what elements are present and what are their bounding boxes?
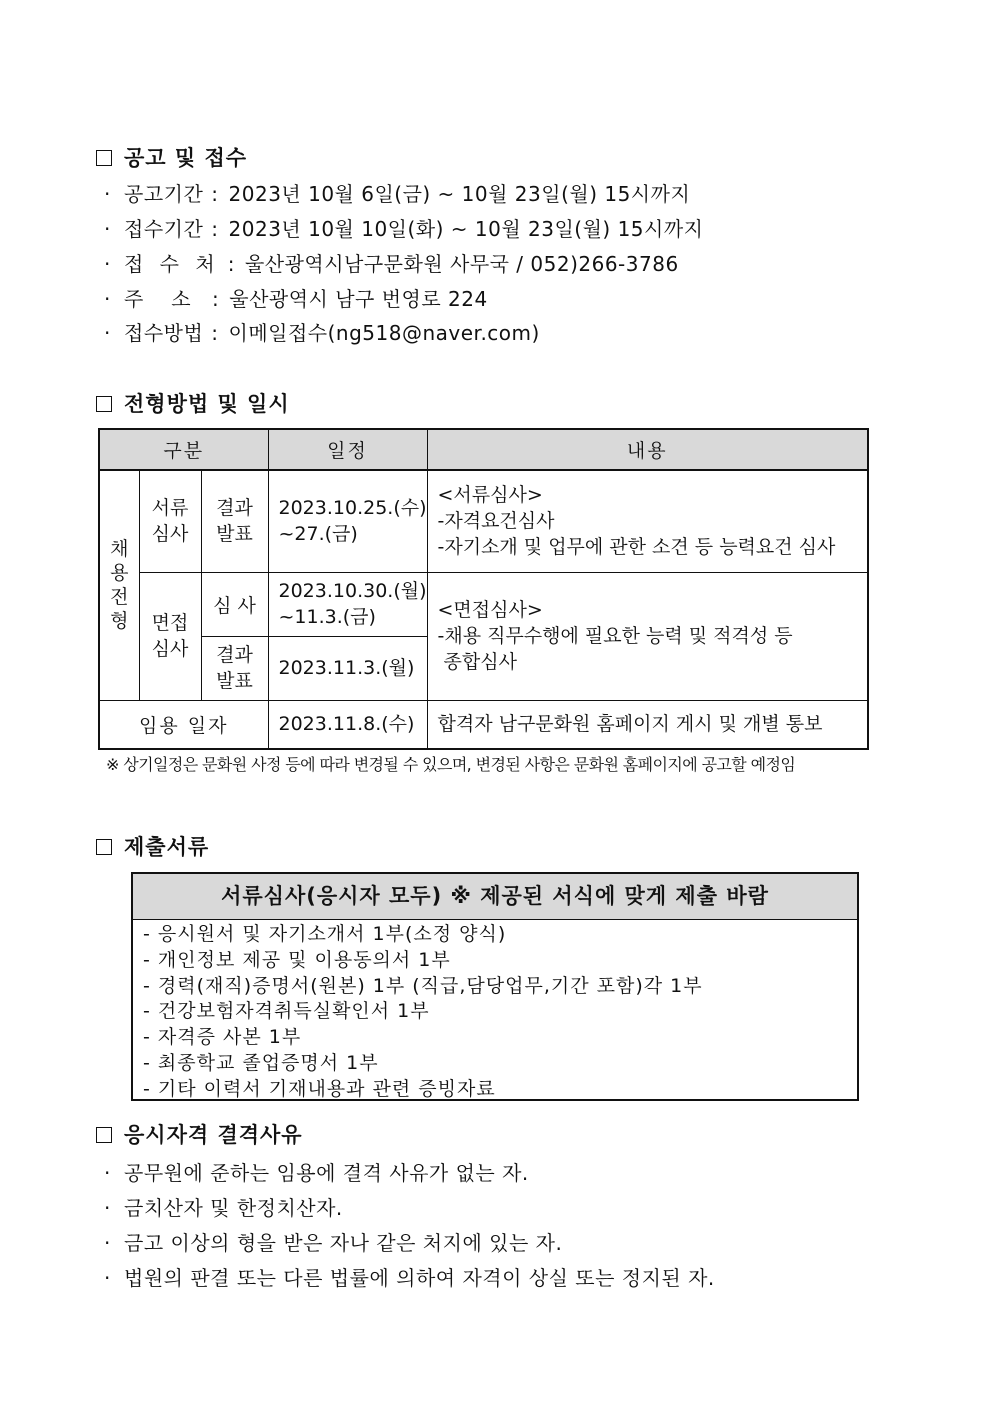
disqualification-item: · 공무원에 준하는 임용에 결격 사유가 없는 자. — [104, 1161, 529, 1185]
disqualification-item: · 금치산자 및 한정치산자. — [104, 1196, 343, 1220]
appointment-content: 합격자 남구문화원 홈페이지 게시 및 개별 통보 — [427, 700, 868, 749]
interview-label: 면접심사 — [139, 572, 201, 700]
disqualification-item: · 법원의 판결 또는 다른 법률에 의하여 자격이 상실 또는 정지된 자. — [104, 1266, 715, 1290]
interview-content: <면접심사> -채용 직무수행에 필요한 능력 및 적격성 등 종합심사 — [427, 572, 868, 700]
info-line-address: · 주 소 : 울산광역시 남구 번영로 224 — [104, 287, 488, 311]
section-title-announcement: 공고 및 접수 — [96, 142, 247, 172]
section-title-selection: 전형방법 및 일시 — [96, 388, 290, 418]
header-category: 구분 — [99, 429, 268, 470]
checkbox-square-icon — [96, 150, 112, 166]
list-item: - 응시원서 및 자기소개서 1부(소정 양식) — [143, 923, 507, 945]
info-line-receipt-method: · 접수방법 : 이메일접수(ng518@naver.com) — [104, 321, 540, 345]
interview-schedule-result: 2023.11.3.(월) — [268, 636, 427, 700]
list-item: - 자격증 사본 1부 — [143, 1026, 302, 1049]
header-schedule: 일정 — [268, 429, 427, 470]
checkbox-square-icon — [96, 1127, 112, 1143]
documents-list — [133, 920, 857, 1103]
doc-review-stage: 결과발표 — [201, 470, 268, 572]
list-item: - 기타 이력서 기재내용과 관련 증빙자료 — [143, 1077, 496, 1100]
list-item: - 경력(재직)증명서(원본) 1부 (직급,담당업무,기간 포함)각 1부 — [143, 974, 703, 997]
documents-box — [131, 872, 859, 1101]
doc-review-schedule: 2023.10.25.(수) ~27.(금) — [268, 470, 427, 572]
info-line-announce-period: · 공고기간 : 2023년 10월 6일(금) ~ 10월 23일(월) 15시까지 — [104, 182, 691, 206]
info-line-receipt-place: · 접 수 처 : 울산광역시남구문화원 사무국 / 052)266-3786 — [104, 252, 679, 276]
interview-stage-review: 심 사 — [201, 572, 268, 636]
info-line-receipt-period: · 접수기간 : 2023년 10월 10일(화) ~ 10월 23일(월) 15시까지 — [104, 217, 704, 241]
table-row — [99, 470, 868, 572]
disqualification-item: · 금고 이상의 형을 받은 자나 같은 처지에 있는 자. — [104, 1231, 563, 1255]
interview-stage-result: 결과발표 — [201, 636, 268, 700]
list-item: - 건강보험자격취득실확인서 1부 — [143, 1000, 430, 1023]
appointment-label: 임용 일자 — [99, 700, 268, 749]
section-title-disqualification: 응시자격 결격사유 — [96, 1119, 303, 1149]
checkbox-square-icon — [96, 839, 112, 855]
schedule-table — [98, 428, 869, 750]
checkbox-square-icon — [96, 396, 112, 412]
schedule-note: ※ 상기일정은 문화원 사정 등에 따라 변경될 수 있으며, 변경된 사항은 문화원 홈페이지에 공고할 예정임 — [106, 755, 796, 774]
appointment-schedule: 2023.11.8.(수) — [268, 700, 427, 749]
interview-schedule-review: 2023.10.30.(월) ~11.3.(금) — [268, 572, 427, 636]
table-row — [99, 572, 868, 636]
table-row — [99, 700, 868, 749]
list-item: - 최종학교 졸업증명서 1부 — [143, 1051, 379, 1074]
documents-box-title: 서류심사(응시자 모두) ※ 제공된 서식에 맞게 제출 바람 — [133, 874, 857, 920]
list-item: - 개인정보 제공 및 이용동의서 1부 — [143, 948, 451, 971]
section-title-documents: 제출서류 — [96, 831, 209, 861]
group-label: 채용전형 — [99, 470, 139, 700]
doc-review-label: 서류심사 — [139, 470, 201, 572]
header-content: 내용 — [427, 429, 868, 470]
table-header-row — [99, 429, 868, 470]
doc-review-content: <서류심사> -자격요건심사 -자기소개 및 업무에 관한 소견 등 능력요건 심사 — [427, 470, 868, 572]
